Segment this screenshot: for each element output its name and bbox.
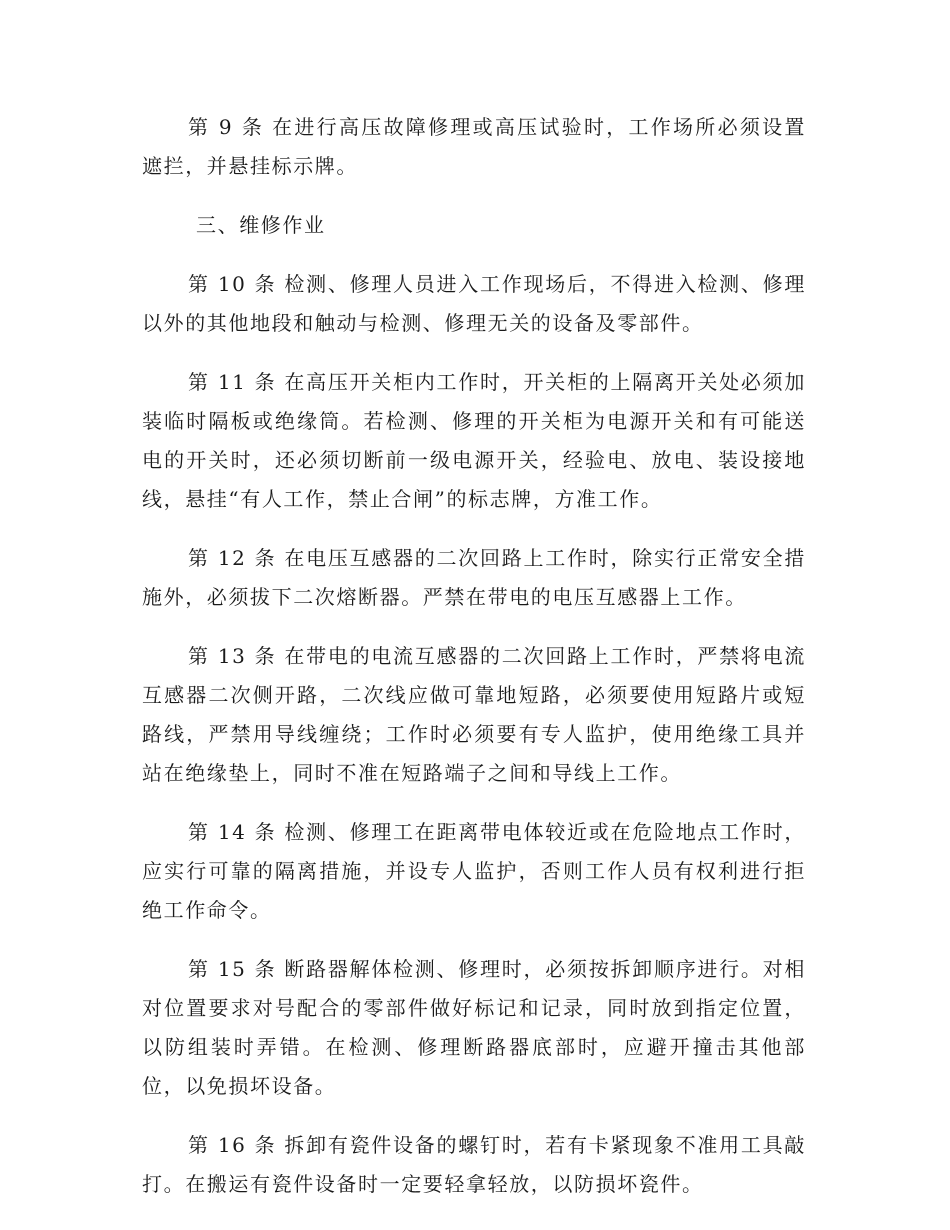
article-text: 在电压互感器的二次回路上工作时，除实行正常安全措施外，必须拔下二次熔断器。严禁在带电的电压互感器上工作。 xyxy=(142,546,807,609)
article-text: 拆卸有瓷件设备的螺钉时，若有卡紧现象不准用工具敲打。在搬运有瓷件设备时一定要轻拿轻放，以防损坏瓷件。 xyxy=(142,1133,807,1196)
article-14 xyxy=(142,813,806,930)
article-text: 检测、修理人员进入工作现场后，不得进入检测、修理以外的其他地段和触动与检测、修理无关的设备及零部件。 xyxy=(142,272,807,335)
article-number: 第 10 条 xyxy=(188,272,277,296)
article-text: 在进行高压故障修理或高压试验时，工作场所必须设置遮拦，并悬挂标示牌。 xyxy=(142,115,806,178)
article-15 xyxy=(142,950,806,1106)
article-number: 第 15 条 xyxy=(188,957,277,981)
article-text: 检测、修理工在距离带电体较近或在危险地点工作时，应实行可靠的隔离措施，并设专人监护，否则工作人员有权利进行拒绝工作命令。 xyxy=(142,820,807,922)
article-12 xyxy=(142,539,806,617)
article-number: 第 12 条 xyxy=(188,546,277,570)
article-number: 第 16 条 xyxy=(188,1133,277,1157)
article-number: 第 11 条 xyxy=(188,370,277,394)
article-number: 第 9 条 xyxy=(188,115,265,139)
article-text: 在高压开关柜内工作时，开关柜的上隔离开关处必须加装临时隔板或绝缘筒。若检测、修理的开关柜为电源开关和有可能送电的开关时，还必须切断前一级电源开关，经验电、放电、装设接地线，悬挂“有人工作，禁止合闸”的标志牌，方准工作。 xyxy=(142,370,807,511)
article-9 xyxy=(142,108,806,186)
article-10 xyxy=(142,265,806,343)
article-11 xyxy=(142,363,806,519)
document-page xyxy=(142,108,806,1224)
article-16 xyxy=(142,1126,806,1204)
article-number: 第 14 条 xyxy=(188,820,277,844)
section-heading: 三、维修作业 xyxy=(196,213,326,237)
article-number: 第 13 条 xyxy=(188,644,277,668)
article-13 xyxy=(142,637,806,793)
article-text: 断路器解体检测、修理时，必须按拆卸顺序进行。对相对位置要求对号配合的零部件做好标记和记录，同时放到指定位置，以防组装时弄错。在检测、修理断路器底部时，应避开撞击其他部位，以免损坏设备。 xyxy=(142,957,807,1098)
article-text: 在带电的电流互感器的二次回路上工作时，严禁将电流互感器二次侧开路，二次线应做可靠地短路，必须要使用短路片或短路线，严禁用导线缠绕；工作时必须要有专人监护，使用绝缘工具并站在绝缘垫上，同时不准在短路端子之间和导线上工作。 xyxy=(142,644,807,785)
